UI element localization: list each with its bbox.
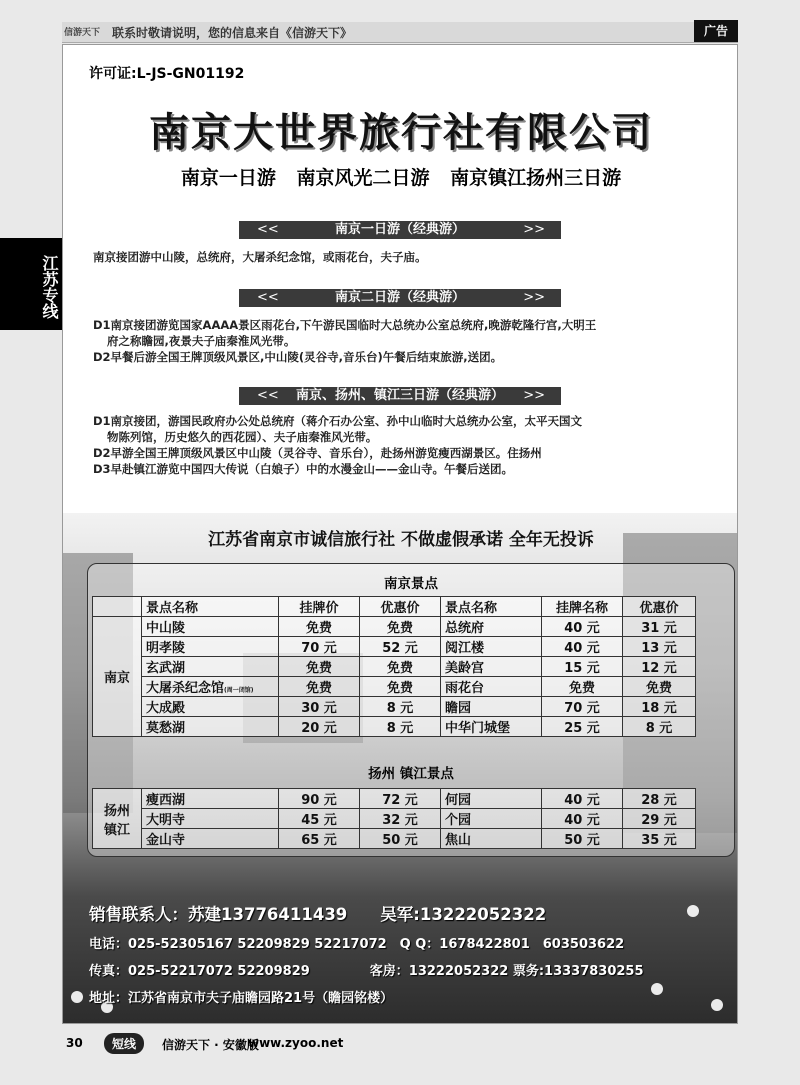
table-cell: 72 元	[360, 789, 441, 809]
table-cell: 8 元	[623, 717, 696, 737]
table-cell: 52 元	[360, 637, 441, 657]
publication-logo: 信游天下	[64, 28, 101, 38]
table-row	[93, 677, 696, 697]
table-cell: 18 元	[623, 697, 696, 717]
itinerary-line: D2早餐后游全国王牌顶级风景区,中山陵(灵谷寺,音乐台)午餐后结束旅游,送团。	[93, 350, 503, 364]
arrow-right-icon: >>	[523, 290, 545, 305]
ad-page	[62, 44, 738, 1024]
yangzhou-table-title: 扬州 镇江景点	[368, 766, 454, 782]
itinerary-line: D1南京接团，游国民政府办公处总统府（蒋介石办公室、孙中山临时大总统办公室，太平天国文	[93, 414, 583, 428]
website-url: www.zyoo.net	[248, 1036, 344, 1050]
city-label-line: 扬州	[103, 803, 130, 819]
table-cell: 大明寺	[142, 809, 279, 829]
table-cell: 瘦西湖	[142, 789, 279, 809]
slogan: 江苏省南京市诚信旅行社 不做虚假承诺 全年无投诉	[208, 530, 594, 550]
table-row	[93, 697, 696, 717]
itinerary-three-day	[93, 413, 713, 477]
table-cell: 31 元	[623, 617, 696, 637]
table-header: 挂牌名称	[542, 597, 623, 617]
table-cell: 45 元	[279, 809, 360, 829]
section-header-three-day	[239, 387, 561, 405]
arrow-left-icon: <<	[257, 290, 279, 305]
section-title: 南京一日游（经典游）	[334, 222, 465, 237]
table-cell: 免费	[360, 617, 441, 637]
table-cell: 40 元	[542, 809, 623, 829]
section-pill: 短线	[104, 1033, 144, 1054]
phone-line: 电话：025-52305167 52209829 52217072 Q Q：1678422801 603503622	[89, 937, 625, 952]
itinerary-line: 南京接团游中山陵，总统府，大屠杀纪念馆，或雨花台，夫子庙。	[93, 250, 427, 264]
fax-rooms-line	[89, 960, 729, 979]
sales-contact: 销售联系人：苏建13776411439 吴军:13222052322	[89, 905, 547, 924]
table-cell: 8 元	[360, 717, 441, 737]
page-footer	[62, 1032, 738, 1054]
table-cell: 70 元	[279, 637, 360, 657]
table-cell: 13 元	[623, 637, 696, 657]
table-row	[93, 637, 696, 657]
table-cell: 50 元	[360, 829, 441, 849]
table-cell: 阅江楼	[441, 637, 542, 657]
table-cell: 免费	[623, 677, 696, 697]
section-title: 南京二日游（经典游）	[334, 290, 465, 305]
table-header: 挂牌价	[279, 597, 360, 617]
table-cell: 总统府	[441, 617, 542, 637]
table-cell: 瞻园	[441, 697, 542, 717]
table-cell: 29 元	[623, 809, 696, 829]
table-header: 景点名称	[441, 597, 542, 617]
table-cell: 40 元	[542, 617, 623, 637]
itinerary-line: D1南京接团游览国家AAAA景区雨花台,下午游民国临时大总统办公室总统府,晚游乾隆行宫,大明王	[93, 318, 597, 332]
license-number: 许可证:L-JS-GN01192	[89, 66, 245, 82]
table-cell	[142, 677, 279, 697]
contact-block	[89, 901, 729, 1006]
table-cell: 美龄宫	[441, 657, 542, 677]
side-tab-jiangsu: 江苏专线	[0, 238, 64, 330]
table-cell	[93, 597, 142, 617]
table-cell: 12 元	[623, 657, 696, 677]
itinerary-line: 物陈列馆，历史悠久的西花园）、夫子庙秦淮风光带。	[107, 430, 378, 444]
table-cell: 免费	[542, 677, 623, 697]
table-header: 优惠价	[623, 597, 696, 617]
table-cell: 免费	[279, 657, 360, 677]
table-cell: 雨花台	[441, 677, 542, 697]
page-number: 30	[66, 1036, 83, 1050]
table-header: 景点名称	[142, 597, 279, 617]
table-cell: 32 元	[360, 809, 441, 829]
nanjing-table-title: 南京景点	[384, 576, 438, 592]
table-cell: 免费	[279, 677, 360, 697]
city-label	[93, 789, 142, 849]
table-cell: 金山寺	[142, 829, 279, 849]
table-cell: 65 元	[279, 829, 360, 849]
table-row	[93, 829, 696, 849]
table-cell: 35 元	[623, 829, 696, 849]
arrow-right-icon: >>	[523, 222, 545, 237]
top-bar	[62, 22, 738, 43]
table-cell: 70 元	[542, 697, 623, 717]
table-cell: 25 元	[542, 717, 623, 737]
itinerary-one-day	[93, 249, 713, 265]
table-cell: 8 元	[360, 697, 441, 717]
table-cell: 玄武湖	[142, 657, 279, 677]
table-cell: 免费	[360, 677, 441, 697]
itinerary-line: D2早游全国王牌顶级风景区中山陵（灵谷寺、音乐台），赴扬州游览瘦西湖景区。住扬州	[93, 446, 542, 460]
table-cell: 90 元	[279, 789, 360, 809]
price-table-box	[87, 563, 735, 857]
table-cell: 明孝陵	[142, 637, 279, 657]
section-header-two-day	[239, 289, 561, 307]
table-cell: 15 元	[542, 657, 623, 677]
table-cell: 40 元	[542, 789, 623, 809]
arrow-left-icon: <<	[257, 388, 279, 403]
table-header-row	[93, 597, 696, 617]
ad-tag: 广告	[694, 20, 738, 42]
publication-name: 信游天下 · 安徽版	[162, 1038, 259, 1052]
table-cell: 免费	[279, 617, 360, 637]
table-cell: 个园	[441, 809, 542, 829]
table-row	[93, 809, 696, 829]
city-label: 南京	[93, 617, 142, 737]
nanjing-price-table	[92, 596, 696, 737]
table-cell: 免费	[360, 657, 441, 677]
arrow-right-icon: >>	[523, 388, 545, 403]
company-title: 南京大世界旅行社有限公司	[149, 110, 653, 156]
address-line: 地址：江苏省南京市夫子庙瞻园路21号（瞻园铭楼）	[89, 991, 394, 1006]
table-row	[93, 789, 696, 809]
city-label-line: 镇江	[103, 822, 130, 838]
yangzhou-price-table	[92, 788, 696, 849]
blossom-icon	[71, 991, 83, 1003]
table-row	[93, 717, 696, 737]
itinerary-two-day	[93, 317, 713, 365]
itinerary-line: D3早赴镇江游览中国四大传说（白娘子）中的水漫金山——金山寺。午餐后送团。	[93, 462, 514, 476]
top-notice: 联系时敬请说明，您的信息来自《信游天下》	[112, 26, 353, 40]
table-cell: 50 元	[542, 829, 623, 849]
itinerary-line: 府之称瞻园,夜景夫子庙秦淮风光带。	[107, 334, 296, 348]
table-cell: 何园	[441, 789, 542, 809]
table-cell: 40 元	[542, 637, 623, 657]
table-cell: 莫愁湖	[142, 717, 279, 737]
rooms-line: 客房：13222052322 票务:13337830255	[369, 964, 644, 979]
fax-line: 传真：025-52217072 52209829	[89, 964, 310, 979]
tour-subtitle: 南京一日游 南京风光二日游 南京镇江扬州三日游	[180, 167, 622, 189]
attraction-name: 大屠杀纪念馆	[146, 681, 225, 696]
table-cell: 大成殿	[142, 697, 279, 717]
section-header-one-day	[239, 221, 561, 239]
arrow-left-icon: <<	[257, 222, 279, 237]
table-cell: 中华门城堡	[441, 717, 542, 737]
table-cell: 焦山	[441, 829, 542, 849]
table-row	[93, 657, 696, 677]
table-cell: 30 元	[279, 697, 360, 717]
section-title: 南京、扬州、镇江三日游（经典游）	[295, 388, 504, 403]
table-cell: 28 元	[623, 789, 696, 809]
closed-monday-note: (周一闭馆)	[224, 687, 254, 694]
table-header: 优惠价	[360, 597, 441, 617]
table-cell: 20 元	[279, 717, 360, 737]
table-row	[93, 617, 696, 637]
table-cell: 中山陵	[142, 617, 279, 637]
